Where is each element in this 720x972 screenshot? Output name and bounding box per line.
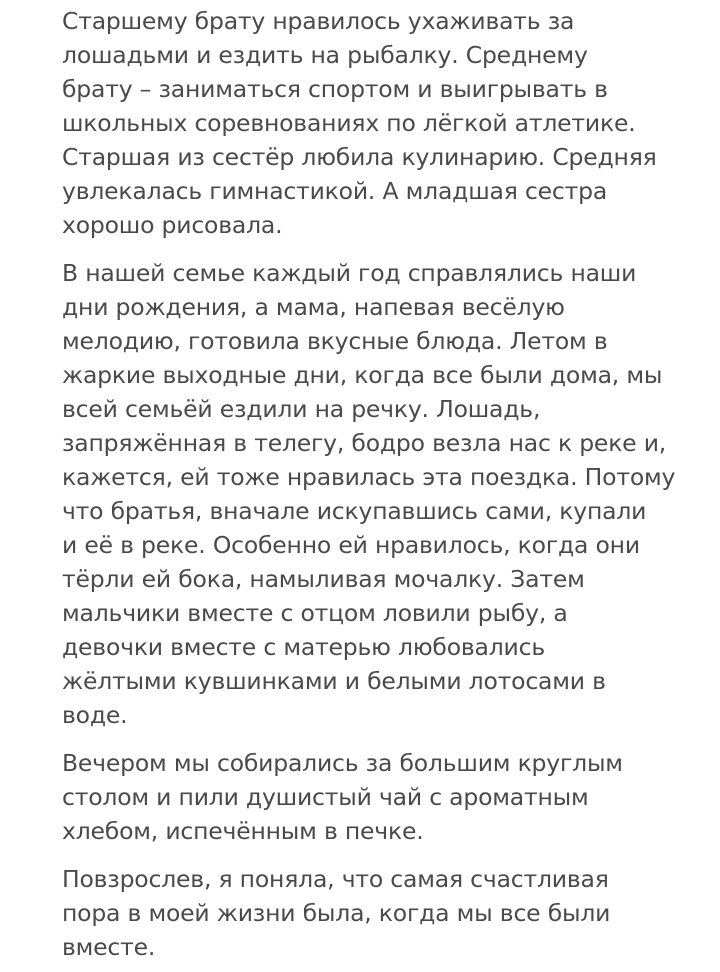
paragraph-4: [62, 862, 700, 964]
text-line: Повзрослев, я поняла, что самая счастливая: [62, 865, 609, 893]
text-line: воде.: [62, 701, 128, 729]
text-line: запряжённая в телегу, бодро везла нас к реке и,: [62, 429, 667, 457]
text-line: девочки вместе с матерью любовались: [62, 633, 546, 661]
text-line: и её в реке. Особенно ей нравилось, когда они: [62, 531, 640, 559]
text-line: Старшая из сестёр любила кулинарию. Средняя: [62, 143, 657, 171]
paragraph-2: [62, 256, 700, 732]
text-line: жёлтыми кувшинками и белыми лотосами в: [62, 667, 606, 695]
text-line: увлекалась гимнастикой. А младшая сестра: [62, 177, 608, 205]
text-line: мальчики вместе с отцом ловили рыбу, а: [62, 599, 568, 627]
text-line: Вечером мы собирались за большим круглым: [62, 749, 623, 777]
text-line: что братья, вначале искупавшись сами, купали: [62, 497, 647, 525]
text-line: хлебом, испечённым в печке.: [62, 817, 424, 845]
paragraph-3: [62, 746, 700, 848]
text-line: пора в моей жизни была, когда мы все были: [62, 899, 611, 927]
text-line: мелодию, готовила вкусные блюда. Летом в: [62, 327, 608, 355]
text-line: лошадьми и ездить на рыбалку. Среднему: [62, 41, 588, 69]
text-line: всей семьёй ездили на речку. Лошадь,: [62, 395, 541, 423]
text-line: столом и пили душистый чай с ароматным: [62, 783, 589, 811]
text-line: кажется, ей тоже нравилась эта поездка. Потому: [62, 463, 676, 491]
text-line: тёрли ей бока, намыливая мочалку. Затем: [62, 565, 585, 593]
text-line: вместе.: [62, 933, 156, 961]
text-line: брату – заниматься спортом и выигрывать в: [62, 75, 608, 103]
text-line: жаркие выходные дни, когда все были дома, мы: [62, 361, 663, 389]
text-line: В нашей семье каждый год справлялись наши: [62, 259, 637, 287]
text-line: школьных соревнованиях по лёгкой атлетике.: [62, 109, 636, 137]
text-line: хорошо рисовала.: [62, 211, 283, 239]
text-line: Старшему брату нравилось ухаживать за: [62, 7, 575, 35]
text-line: дни рождения, а мама, напевая весёлую: [62, 293, 565, 321]
paragraph-1: [62, 4, 700, 242]
